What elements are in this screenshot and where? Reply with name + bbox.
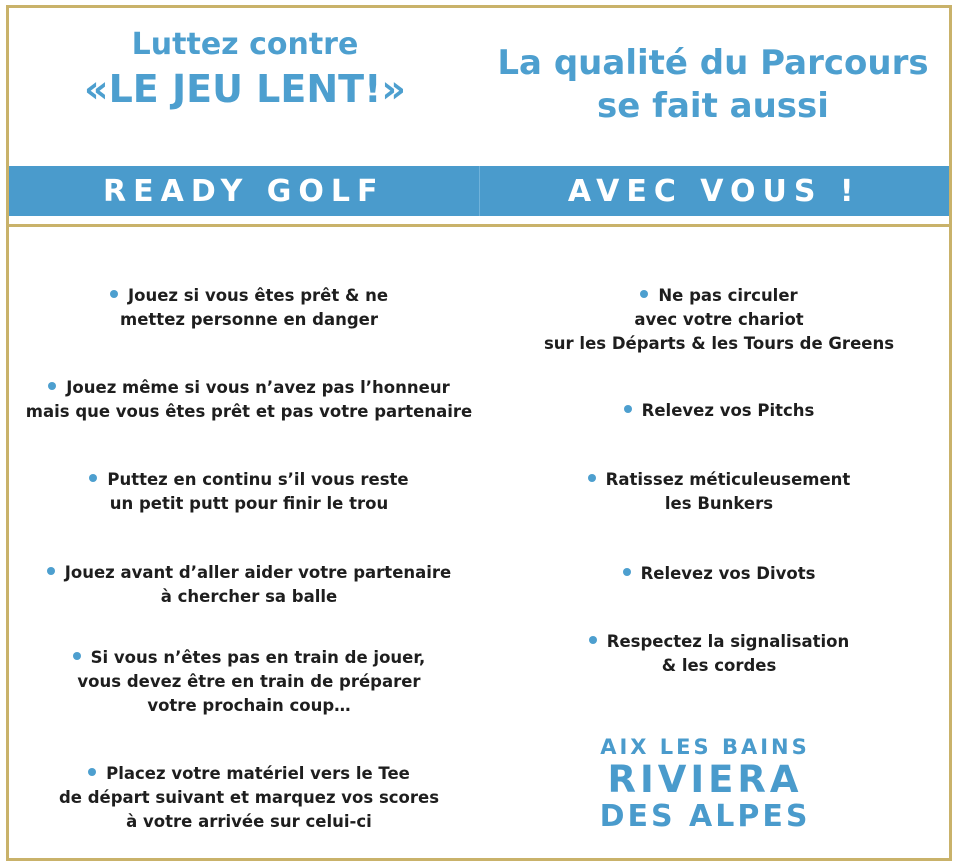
- right-heading-line1: La qualité du Parcours: [497, 43, 929, 83]
- item-text: à votre arrivée sur celui-ci: [126, 812, 372, 831]
- item-text: Puttez en continu s’il vous reste: [107, 470, 409, 489]
- band-avec-vous: AVEC VOUS !: [567, 173, 861, 209]
- item-text: Ne pas circuler: [658, 286, 798, 305]
- list-item: [488, 468, 950, 516]
- item-text: Relevez vos Pitchs: [641, 401, 815, 420]
- item-text: Jouez si vous êtes prêt & ne: [127, 286, 389, 305]
- divider-rule: [9, 224, 949, 227]
- item-text: Si vous n’êtes pas en train de jouer,: [90, 648, 426, 667]
- item-text: les Bunkers: [664, 494, 774, 513]
- band-ready-golf: READY GOLF: [9, 166, 480, 216]
- item-text: & les cordes: [661, 656, 777, 675]
- bullet-icon: [73, 652, 81, 660]
- bullet-icon: [89, 474, 97, 482]
- logo-line2: RIVIERA: [607, 758, 803, 801]
- list-item: [488, 284, 950, 356]
- item-text: mais que vous êtes prêt et pas votre partenaire: [25, 402, 473, 421]
- bullet-icon: [110, 290, 118, 298]
- item-text: vous devez être en train de préparer: [77, 672, 421, 691]
- list-item: [488, 562, 950, 586]
- left-heading: [10, 26, 480, 113]
- item-text: Relevez vos Divots: [640, 564, 816, 583]
- right-heading-line2: se fait aussi: [597, 85, 829, 126]
- list-item: [488, 399, 950, 423]
- item-text: un petit putt pour finir le trou: [109, 494, 389, 513]
- list-item: [10, 376, 488, 424]
- bullet-icon: [48, 382, 56, 390]
- list-item: [488, 630, 950, 678]
- list-item: [10, 646, 488, 718]
- right-heading: [478, 42, 948, 127]
- item-text: Jouez même si vous n’avez pas l’honneur: [66, 378, 450, 397]
- bullet-icon: [88, 768, 96, 776]
- left-heading-line1: Luttez contre: [131, 27, 359, 62]
- item-text: Ratissez méticuleusement: [605, 470, 851, 489]
- title-band: [9, 166, 949, 216]
- list-item: [10, 284, 488, 332]
- page-frame: [6, 5, 952, 861]
- bullet-icon: [623, 568, 631, 576]
- bullet-icon: [589, 636, 597, 644]
- aix-les-bains-logo: [560, 734, 850, 834]
- item-text: Placez votre matériel vers le Tee: [106, 764, 410, 783]
- bullet-icon: [640, 290, 648, 298]
- item-text: Respectez la signalisation: [606, 632, 850, 651]
- list-item: [10, 468, 488, 516]
- logo-line1: AIX LES BAINS: [600, 735, 810, 759]
- item-text: Jouez avant d’aller aider votre partenaire: [64, 563, 452, 582]
- left-heading-line2: «LE JEU LENT!»: [84, 66, 406, 111]
- item-text: mettez personne en danger: [120, 310, 378, 329]
- item-text: votre prochain coup…: [147, 696, 351, 715]
- list-item: [10, 561, 488, 609]
- list-item: [10, 762, 488, 834]
- logo-line3: DES ALPES: [599, 799, 811, 834]
- item-text: de départ suivant et marquez vos scores: [58, 788, 440, 807]
- item-text: sur les Départs & les Tours de Greens: [543, 334, 895, 353]
- item-text: avec votre chariot: [634, 310, 804, 329]
- bullet-icon: [47, 567, 55, 575]
- bullet-icon: [624, 405, 632, 413]
- bullet-icon: [588, 474, 596, 482]
- item-text: à chercher sa balle: [160, 587, 338, 606]
